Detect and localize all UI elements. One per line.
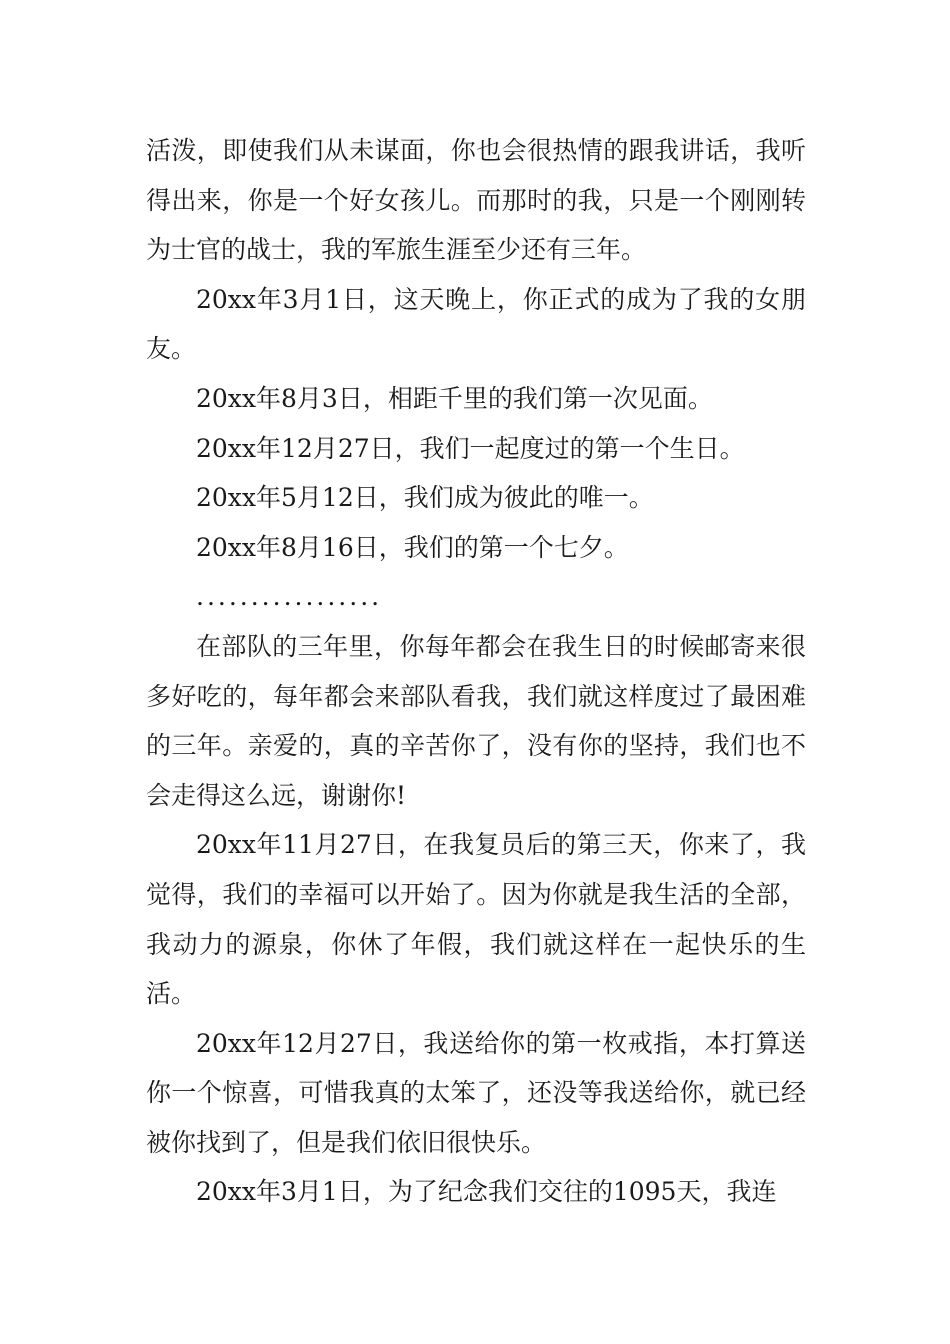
paragraph-date-first-birthday: 20xx年12月27日，我们一起度过的第一个生日。: [196, 433, 745, 463]
paragraph-army-years: 在部队的三年里，你每年都会在我生日的时候邮寄来很多好吃的，每年都会来部队看我，我们就这样度过了最困难的三年。亲爱的，真的辛苦你了，没有你的坚持，我们也不会走得这么远，谢谢你!: [146, 631, 806, 810]
paragraph-date-qixi: 20xx年8月16日，我们的第一个七夕。: [196, 532, 629, 562]
paragraph-date-girlfriend: 20xx年3月1日，这天晚上，你正式的成为了我的女朋友。: [146, 284, 806, 364]
ellipsis-divider: .................: [196, 582, 383, 612]
paragraph-continuation: 活泼，即使我们从未谋面，你也会很热情的跟我讲话，我听得出来，你是一个好女孩儿。而那时的我，只是一个刚刚转为士官的战士，我的军旅生涯至少还有三年。: [146, 136, 806, 265]
paragraph-date-unique: 20xx年5月12日，我们成为彼此的唯一。: [196, 483, 654, 513]
paragraph-date-ring: 20xx年12月27日，我送给你的第一枚戒指，本打算送你一个惊喜，可惜我真的太笨了，还没等我送给你，就已经被你找到了，但是我们依旧很快乐。: [146, 1028, 806, 1157]
paragraph-date-anniversary: 20xx年3月1日，为了纪念我们交往的1095天，我连: [196, 1177, 777, 1207]
document-body: [146, 126, 806, 1217]
paragraph-date-first-meeting: 20xx年8月3日，相距千里的我们第一次见面。: [196, 383, 713, 413]
paragraph-date-discharge: 20xx年11月27日，在我复员后的第三天，你来了，我觉得，我们的幸福可以开始了。因为你就是我生活的全部，我动力的源泉，你休了年假，我们就这样在一起快乐的生活。: [146, 830, 806, 1009]
